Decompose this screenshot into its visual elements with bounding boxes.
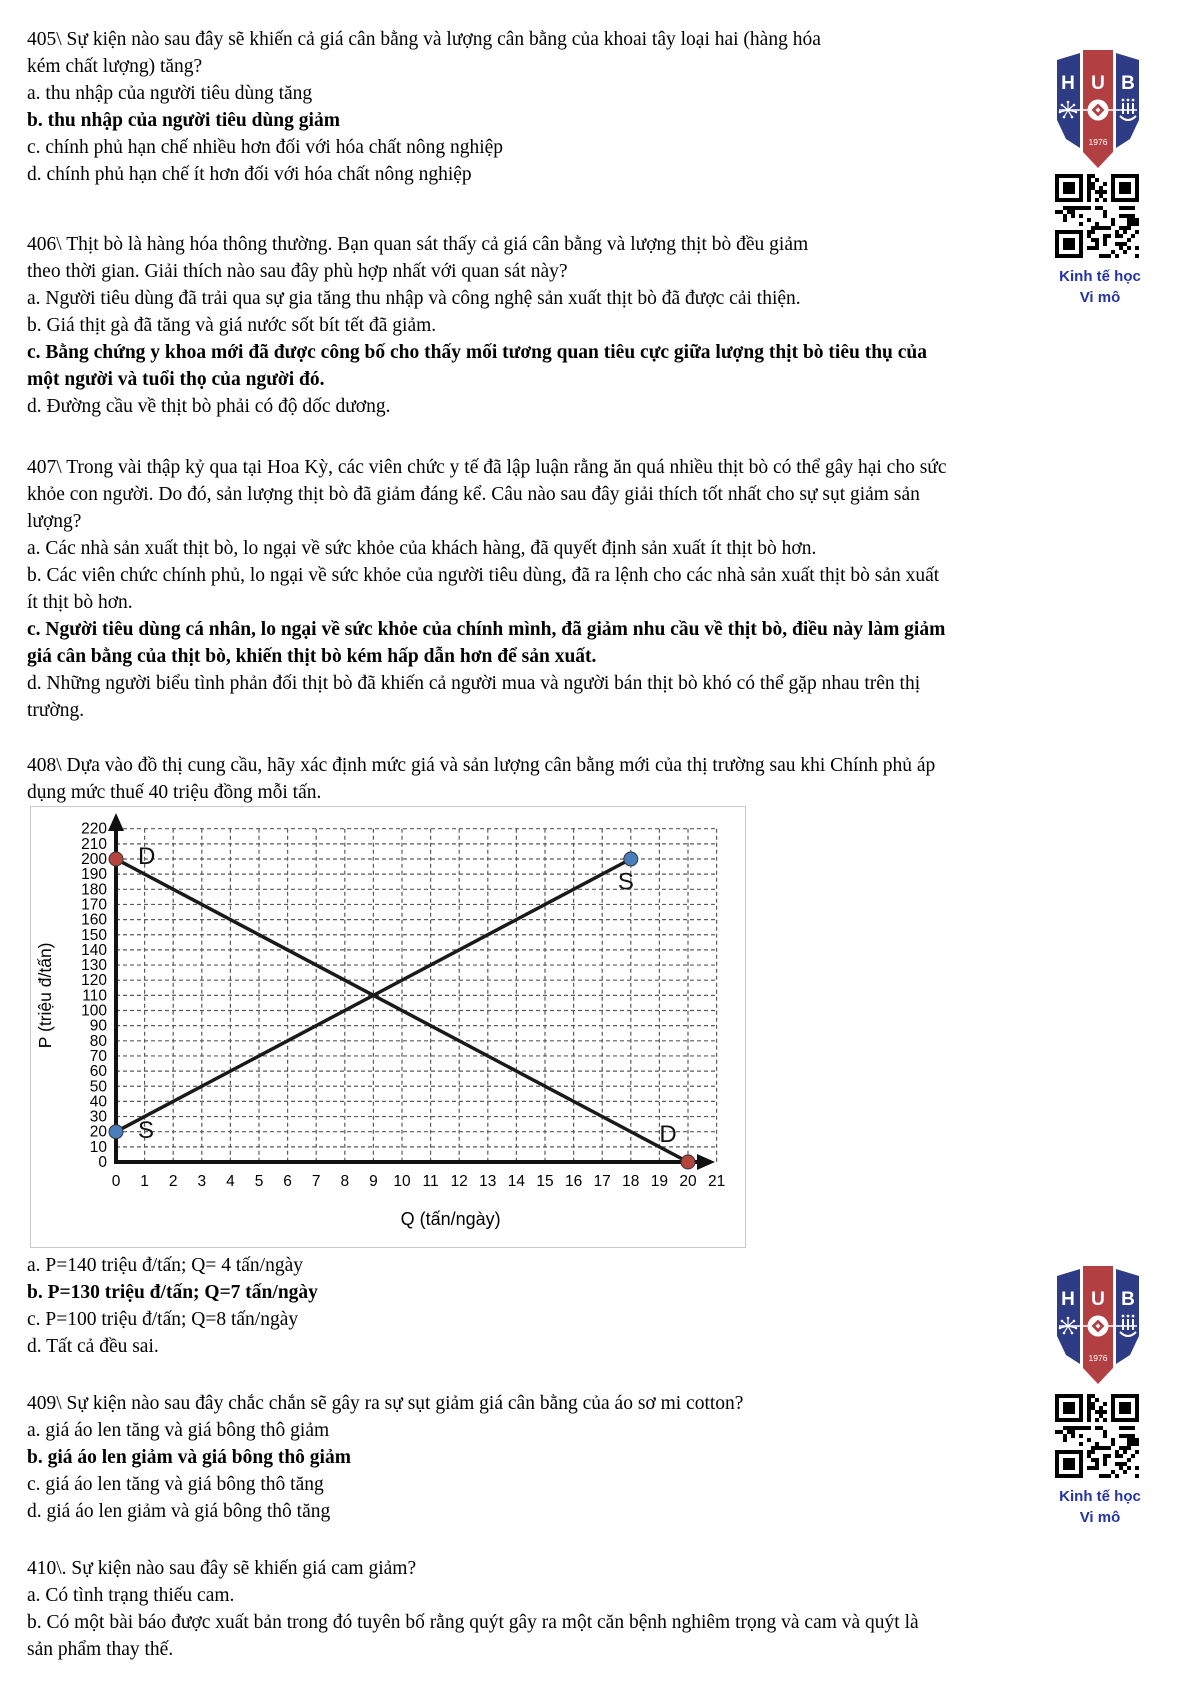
svg-text:U: U <box>1091 1289 1105 1310</box>
option-408-a-text: a. P=140 triệu đ/tấn; Q= 4 tấn/ngày <box>27 1255 303 1276</box>
question-405-text: 405\ Sự kiện nào sau đây sẽ khiến cả giá cân bằng và lượng cân bằng của khoai tây loại hai (hàng hóa <box>27 29 821 50</box>
exam-page <box>27 0 1097 1663</box>
svg-text:110: 110 <box>82 987 107 1005</box>
option-406-d-text: d. Đường cầu về thịt bò phải có độ dốc dương. <box>27 396 391 417</box>
option-407-a-text: a. Các nhà sản xuất thịt bò, lo ngại về sức khỏe của khách hàng, đã quyết định sản xuất ít thịt bò hơn. <box>27 538 817 559</box>
option-408-a <box>27 1252 1097 1279</box>
option-408-b <box>27 1279 1097 1306</box>
supply-demand-chart <box>30 806 746 1248</box>
svg-text:200: 200 <box>81 851 107 868</box>
svg-text:100: 100 <box>81 1002 107 1020</box>
svg-text:H: H <box>1061 73 1075 94</box>
option-408-c-text: c. P=100 triệu đ/tấn; Q=8 tấn/ngày <box>27 1309 299 1330</box>
option-406-c <box>27 339 1097 393</box>
option-409-d-text: d. giá áo len giảm và giá bông thô tăng <box>27 1501 331 1522</box>
option-409-a-text: a. giá áo len tăng và giá bông thô giảm <box>27 1420 330 1441</box>
option-406-a <box>27 285 1097 312</box>
qr-code-icon <box>1053 172 1141 260</box>
course-badge-line2: Vi mô <box>1079 1509 1121 1526</box>
option-407-d-text: d. Những người biểu tình phản đối thịt bò đã khiến cả người mua và người bán thịt bò khó có thể gặp nhau trên thị <box>27 673 921 694</box>
svg-text:20: 20 <box>679 1173 697 1190</box>
svg-text:U: U <box>1091 73 1105 94</box>
question-407-text: 407\ Trong vài thập kỷ qua tại Hoa Kỳ, các viên chức y tế đã lập luận rằng ăn quá nhiều thịt bò có thể gây hại cho sức <box>27 457 947 478</box>
svg-text:B: B <box>1121 73 1135 94</box>
svg-text:15: 15 <box>536 1173 554 1190</box>
option-405-d-text: d. chính phủ hạn chế ít hơn đối với hóa chất nông nghiệp <box>27 164 472 185</box>
question-410 <box>27 1555 1097 1663</box>
svg-text:7: 7 <box>311 1173 321 1190</box>
course-badge-line2: Vi mô <box>1079 289 1121 306</box>
option-410-b-text: b. Có một bài báo được xuất bản trong đó tuyên bố rằng quýt gây ra một căn bệnh nghiêm trọng và cam và quýt là <box>27 1612 919 1633</box>
svg-text:0: 0 <box>98 1154 107 1171</box>
option-405-c-text: c. chính phủ hạn chế nhiều hơn đối với hóa chất nông nghiệp <box>27 137 504 158</box>
svg-text:1: 1 <box>140 1173 149 1190</box>
option-407-c-text: giá cân bằng của thịt bò, khiến thịt bò kém hấp dẫn hơn để sản xuất. <box>27 646 597 667</box>
svg-text:80: 80 <box>89 1032 107 1050</box>
option-407-d <box>27 670 1097 724</box>
svg-text:14: 14 <box>507 1173 526 1190</box>
svg-text:H: H <box>1061 1289 1075 1310</box>
option-410-b-text: sản phẩm thay thế. <box>27 1639 174 1660</box>
svg-text:13: 13 <box>479 1173 497 1190</box>
question-407-text: lượng? <box>27 511 82 532</box>
svg-text:D: D <box>138 842 156 870</box>
svg-text:9: 9 <box>369 1173 378 1190</box>
svg-text:150: 150 <box>81 926 107 944</box>
option-406-c-text: một người và tuổi thọ của người đó. <box>27 369 325 390</box>
svg-text:D: D <box>659 1120 677 1148</box>
option-408-b-text: b. P=130 triệu đ/tấn; Q=7 tấn/ngày <box>27 1282 318 1303</box>
course-badge <box>1040 266 1160 308</box>
svg-text:5: 5 <box>254 1173 264 1190</box>
course-badge-line1: Kinh tế học <box>1059 1488 1141 1505</box>
option-406-a-text: a. Người tiêu dùng đã trải qua sự gia tăng thu nhập và công nghệ sản xuất thịt bò đã được cải thiện. <box>27 288 801 309</box>
svg-text:0: 0 <box>111 1173 121 1190</box>
svg-text:1976: 1976 <box>1088 137 1108 147</box>
question-406-text: 406\ Thịt bò là hàng hóa thông thường. Bạn quan sát thấy cả giá cân bằng và lượng thịt bò đều giảm <box>27 234 809 255</box>
svg-text:3: 3 <box>197 1173 207 1190</box>
option-407-c-text: c. Người tiêu dùng cá nhân, lo ngại về sức khỏe của chính mình, đã giảm nhu cầu về thịt bò, điều này làm giảm <box>27 619 946 640</box>
course-badge-line1: Kinh tế học <box>1059 268 1141 285</box>
svg-text:4: 4 <box>226 1173 235 1190</box>
svg-text:16: 16 <box>564 1173 583 1190</box>
svg-text:190: 190 <box>81 866 107 884</box>
option-407-b-text: ít thịt bò hơn. <box>27 592 133 613</box>
option-405-a <box>27 80 1097 107</box>
svg-text:S: S <box>138 1117 155 1145</box>
svg-text:P (triệu đ/tấn): P (triệu đ/tấn) <box>35 942 55 1049</box>
question-406-text: theo thời gian. Giải thích nào sau đây phù hợp nhất với quan sát này? <box>27 261 568 282</box>
question-408 <box>27 752 1097 1360</box>
option-408-d <box>27 1333 1097 1360</box>
question-407-text: khỏe con người. Do đó, sản lượng thịt bò đã giảm đáng kể. Câu nào sau đây giải thích tốt nhất cho sự sụt giảm sản <box>27 484 920 505</box>
branding-bottom <box>1040 1260 1160 1525</box>
option-406-b <box>27 312 1097 339</box>
svg-text:40: 40 <box>89 1093 107 1111</box>
svg-text:120: 120 <box>81 972 107 990</box>
option-405-a-text: a. thu nhập của người tiêu dùng tăng <box>27 83 313 104</box>
question-408-text: 408\ Dựa vào đồ thị cung cầu, hãy xác định mức giá và sản lượng cân bằng mới của thị trường sau khi Chính phủ áp <box>27 755 936 776</box>
option-409-b-text: b. giá áo len giảm và giá bông thô giảm <box>27 1447 351 1468</box>
chart-canvas <box>31 807 745 1247</box>
option-410-a-text: a. Có tình trạng thiếu cam. <box>27 1585 235 1606</box>
option-407-b <box>27 562 1097 616</box>
svg-text:Q (tấn/ngày): Q (tấn/ngày) <box>400 1209 501 1229</box>
svg-text:11: 11 <box>422 1173 439 1190</box>
option-408-d-text: d. Tất cả đều sai. <box>27 1336 159 1357</box>
question-410-text: 410\. Sự kiện nào sau đây sẽ khiến giá cam giảm? <box>27 1558 417 1579</box>
svg-text:18: 18 <box>622 1173 640 1190</box>
option-407-d-text: trường. <box>27 700 85 721</box>
option-409-b <box>27 1444 1097 1471</box>
svg-text:19: 19 <box>650 1173 669 1190</box>
svg-text:B: B <box>1121 1289 1135 1310</box>
svg-text:10: 10 <box>89 1138 107 1156</box>
svg-text:50: 50 <box>89 1078 107 1096</box>
svg-text:70: 70 <box>89 1047 107 1065</box>
svg-text:210: 210 <box>81 835 107 853</box>
option-408-c <box>27 1306 1097 1333</box>
question-409 <box>27 1390 1097 1525</box>
svg-text:17: 17 <box>593 1173 611 1190</box>
svg-text:130: 130 <box>81 957 107 975</box>
svg-text:90: 90 <box>89 1017 107 1035</box>
branding-top <box>1040 44 1160 309</box>
option-409-c <box>27 1471 1097 1498</box>
svg-text:60: 60 <box>89 1063 107 1081</box>
option-407-b-text: b. Các viên chức chính phủ, lo ngại về sức khỏe của người tiêu dùng, đã ra lệnh cho các nhà sản xuất thịt bò sản xuất <box>27 565 940 586</box>
option-406-c-text: c. Bằng chứng y khoa mới đã được công bố cho thấy mối tương quan tiêu cực giữa lượng thịt bò tiêu thụ của <box>27 342 928 363</box>
svg-text:180: 180 <box>81 881 107 899</box>
svg-text:8: 8 <box>340 1173 350 1190</box>
svg-text:21: 21 <box>707 1173 726 1190</box>
qr-code-icon <box>1053 1392 1141 1480</box>
course-badge <box>1040 1486 1160 1528</box>
svg-text:6: 6 <box>283 1173 292 1190</box>
option-405-b <box>27 107 1097 134</box>
svg-text:S: S <box>617 868 634 896</box>
hub-logo <box>1054 1260 1142 1386</box>
option-407-c <box>27 616 1097 670</box>
svg-text:20: 20 <box>89 1123 107 1141</box>
option-406-d <box>27 393 1097 420</box>
svg-text:170: 170 <box>81 896 107 914</box>
option-410-b <box>27 1609 1097 1663</box>
svg-text:1976: 1976 <box>1088 1353 1108 1363</box>
option-409-c-text: c. giá áo len tăng và giá bông thô tăng <box>27 1474 324 1495</box>
option-406-b-text: b. Giá thịt gà đã tăng và giá nước sốt bít tết đã giảm. <box>27 315 437 336</box>
svg-text:12: 12 <box>450 1173 468 1190</box>
option-409-a <box>27 1417 1097 1444</box>
option-410-a <box>27 1582 1097 1609</box>
question-405-text: kém chất lượng) tăng? <box>27 56 203 77</box>
question-408-text: dụng mức thuế 40 triệu đồng mỗi tấn. <box>27 782 322 803</box>
option-409-d <box>27 1498 1097 1525</box>
question-406 <box>27 231 1097 420</box>
svg-text:160: 160 <box>81 911 107 929</box>
option-405-d <box>27 161 1097 188</box>
option-405-c <box>27 134 1097 161</box>
option-407-a <box>27 535 1097 562</box>
svg-text:10: 10 <box>393 1173 411 1190</box>
question-409-text: 409\ Sự kiện nào sau đây chắc chắn sẽ gây ra sự sụt giảm giá cân bằng của áo sơ mi cotton? <box>27 1393 744 1414</box>
questions-area <box>27 26 1097 1663</box>
hub-logo <box>1054 44 1142 170</box>
svg-text:2: 2 <box>168 1173 178 1190</box>
option-405-b-text: b. thu nhập của người tiêu dùng giảm <box>27 110 340 131</box>
svg-text:220: 220 <box>81 820 107 838</box>
question-405 <box>27 26 1097 188</box>
svg-text:30: 30 <box>89 1108 107 1126</box>
svg-text:140: 140 <box>81 941 107 959</box>
question-407 <box>27 454 1097 724</box>
